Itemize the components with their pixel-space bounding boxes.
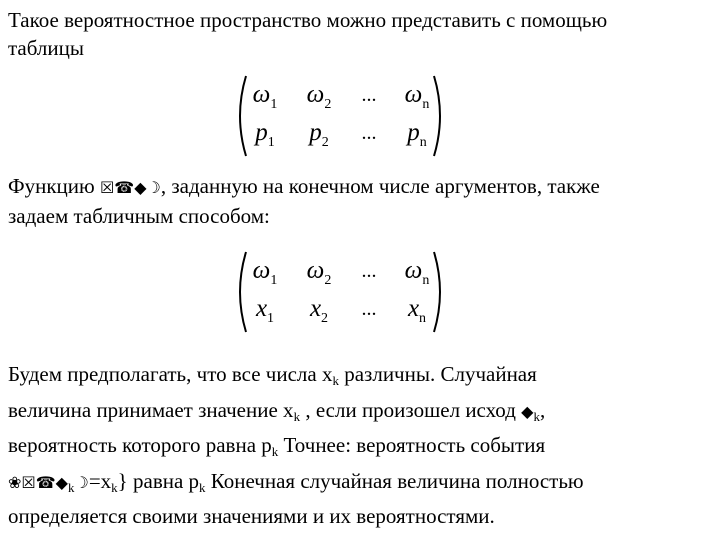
function-table-matrix: [232, 250, 448, 334]
probability-space-matrix: [232, 74, 448, 158]
matrix1-cell-r1c1: $\omega_1$: [252, 81, 278, 112]
subscript-k: k: [271, 444, 279, 459]
symbol-glyphs: ☒☎◆☽: [99, 178, 161, 197]
subscript-k: k: [111, 479, 118, 495]
matrix1-cell-r2c4: $p_n$: [407, 119, 427, 150]
matrix2-cell-r1c2: $\omega_2$: [306, 257, 332, 288]
intro-paragraph: [8, 6, 714, 62]
intro-line-2: таблицы: [8, 36, 84, 60]
function-line-2: задаем табличным способом:: [8, 204, 270, 228]
intro-line-1: Такое вероятностное пространство можно представить с помощью: [8, 8, 608, 32]
random-variable-paragraph: Будем предполагать, что все числа $x_k$ различны. Случайная величина принимает значение $x_k$ , если произошел исход $◆_k$, вероятность которого равна $p_k$ Точнее: вероятность события $❀☒☎◆_k☽=x_k$} равна $p_k$ Конечная случайная величина полностью определяется своими значениями и их вероятностями.: [8, 362, 584, 528]
matrix1-cell-r1c4: $\omega_n$: [404, 81, 430, 112]
function-paragraph: [8, 172, 714, 230]
moon-glyph: ☽: [74, 472, 89, 492]
subscript-k: k: [332, 373, 339, 388]
function-word: Функцию: [8, 174, 95, 198]
subscript-k: k: [199, 479, 206, 495]
matrix1-cell-r2c1: $p_1$: [255, 119, 275, 150]
matrix2-cell-r2c2: $x_2$: [309, 295, 329, 326]
subscript-k: k: [293, 408, 301, 424]
diamond-glyph: ◆: [521, 401, 534, 421]
matrix1-cell-r2c3: ...: [361, 122, 377, 144]
function-line-1-rest: , заданную на конечном числе аргументов, также: [160, 174, 600, 198]
matrix2-cell-r1c3: ...: [361, 260, 377, 282]
subscript-k: k: [67, 479, 75, 495]
matrix1-cell-r1c2: $\omega_2$: [306, 81, 332, 112]
matrix2-cell-r1c4: $\omega_n$: [404, 257, 430, 288]
matrix2-cell-r2c4: $x_n$: [407, 295, 427, 326]
subscript-k: k: [533, 408, 540, 424]
matrix2-cell-r1c1: $\omega_1$: [252, 257, 278, 288]
event-symbol-glyphs: ❀☒☎◆: [8, 472, 68, 492]
matrix1-cell-r2c2: $p_2$: [309, 119, 329, 150]
matrix1-cell-r1c3: ...: [361, 84, 377, 106]
matrix2-cell-r2c1: $x_1$: [255, 295, 275, 326]
matrix2-cell-r2c3: ...: [361, 298, 377, 320]
